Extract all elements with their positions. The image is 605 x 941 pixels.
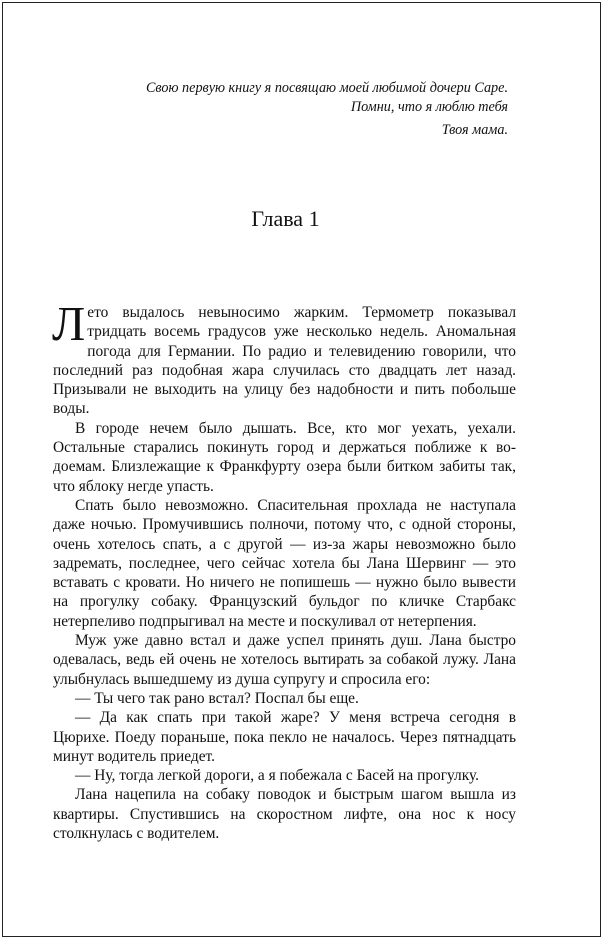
dialogue-line-2: — Да как спать при такой жаре? У меня встреча сегодня в Цюрихе. Поеду пораньше, пока пекло не началось. Через пятнадцать минут водитель приедет.: [53, 709, 516, 765]
dialogue-line-3: — Ну, тогда легкой дороги, а я побежала с Басей на прогулку.: [75, 767, 479, 785]
epigraph-dedication-line: Свою первую книгу я посвящаю моей любимой дочери Саре.: [145, 80, 508, 96]
dialogue-line-1: — Ты чего так рано встал? Поспал бы еще.: [75, 689, 359, 707]
book-page: [2, 2, 601, 937]
epigraph-remember-line: Помни, что я люблю тебя: [350, 99, 508, 115]
paragraph-1-text: ето выдалось невыносимо жарким. Термометр показывал тридцать восемь градусов уже несколько недель. Аномальная погода для Германии. По радио и телевидению говорили, что последний раз подобная жара случилась сто двадцать лет назад. Призывали не выходить на улицу без надобности и пить побольше воды.: [53, 304, 516, 418]
epigraph-signature: Твоя мама.: [441, 122, 508, 138]
chapter-body: [52, 296, 516, 843]
paragraph-5: Лана нацепила на собаку поводок и быстрым шагом вышла из квартиры. Спустившись на скоростном лифте, она нос к носу столкнулась с водителем.: [53, 786, 516, 843]
drop-cap-letter: Л: [52, 296, 86, 351]
chapter-title: Глава 1: [251, 206, 320, 231]
paragraph-4: Муж уже давно встал и даже успел принять душ. Лана быстро одевалась, ведь ей очень не хотелось вытирать за собакой лужу. Лана улыбнулась вышедшему из душа супругу и спросила его:: [53, 632, 516, 688]
paragraph-1: [52, 296, 516, 419]
paragraph-2: В городе нечем было дышать. Все, кто мог уехать, уехали. Остальные старались покинуть город и держаться поближе к водоемам. Близлежащие к Франкфурту озера были битком забиты так, что яблоку негде упасть.: [53, 419, 516, 495]
epigraph: [78, 79, 508, 140]
paragraph-3: Спать было невозможно. Спасительная прохлада не наступала даже ночью. Промучившись полночи, потому что, с одной стороны, очень хотелось спать, а с другой — из-за жары невозможно было задремать, последнее, чего сейчас хотела бы Лана Шервинг — это вставать с кровати. Но ничего не попишешь — нужно было вывести на прогулку собаку. Французский бульдог по кличке Старбакс нетерпеливо подпрыгивал на месте и поскуливал от нетерпения.: [53, 496, 516, 630]
